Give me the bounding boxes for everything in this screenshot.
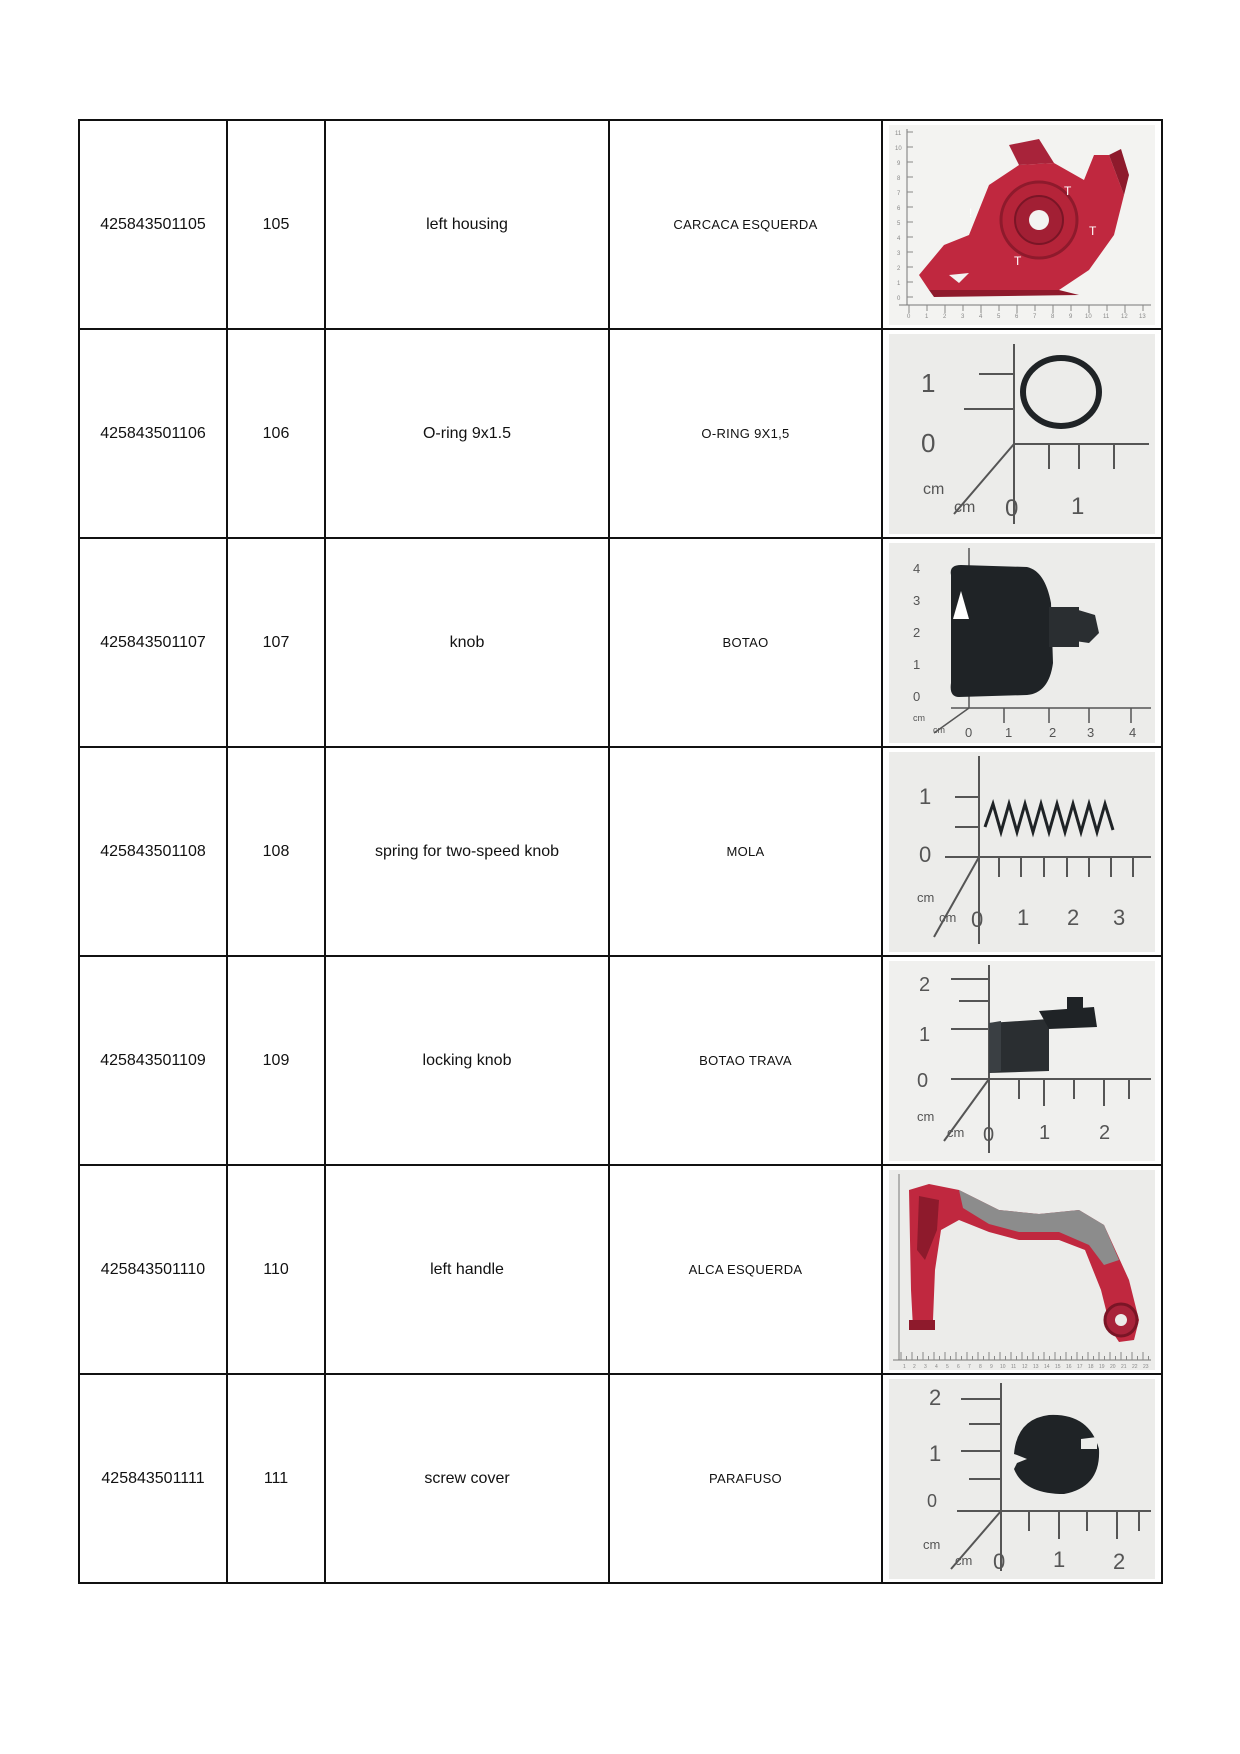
description-en: spring for two-speed knob	[325, 747, 609, 956]
scale-label: 4	[935, 1363, 938, 1370]
scale-label: 0	[971, 906, 984, 932]
scale-label: 11	[1011, 1363, 1017, 1370]
scale-label: 3	[897, 250, 901, 257]
description-pt: CARCACA ESQUERDA	[609, 120, 882, 329]
o-ring-icon	[889, 334, 1155, 534]
scale-unit: cm	[947, 1124, 965, 1140]
scale-label: 12	[1022, 1363, 1028, 1370]
scale-label: 2	[919, 973, 931, 996]
description-en: left housing	[325, 120, 609, 329]
scale-label: 3	[961, 313, 965, 320]
scale-label: 0	[1005, 494, 1019, 522]
description-pt: PARAFUSO	[609, 1374, 882, 1583]
scale-label: 15	[1055, 1363, 1061, 1370]
description-pt: BOTAO TRAVA	[609, 956, 882, 1165]
scale-label: 3	[924, 1363, 927, 1370]
scale-label: 1	[921, 367, 936, 398]
scale-label: 17	[1077, 1363, 1083, 1370]
scale-label: 1	[897, 280, 901, 287]
scale-label: 14	[1044, 1363, 1050, 1370]
description-en: O-ring 9x1.5	[325, 329, 609, 538]
scale-label: 2	[1099, 1121, 1111, 1144]
description-en: knob	[325, 538, 609, 747]
scale-label: 2	[1113, 1548, 1126, 1574]
description-pt: BOTAO	[609, 538, 882, 747]
scale-label: 1	[919, 783, 932, 809]
scale-label: 3	[1087, 724, 1095, 740]
scale-unit: cm	[923, 1536, 941, 1552]
scale-label: 0	[919, 841, 932, 867]
scale-label: 12	[1121, 313, 1128, 320]
part-number: 425843501106	[79, 329, 227, 538]
description-pt: O-RING 9X1,5	[609, 329, 882, 538]
scale-label: 5	[897, 220, 901, 227]
description-en: locking knob	[325, 956, 609, 1165]
scale-label: 2	[913, 624, 921, 640]
table-row	[79, 1165, 1162, 1374]
svg-text:T: T	[1064, 183, 1072, 198]
scale-label: 3	[913, 592, 921, 608]
scale-label: 1	[925, 313, 929, 320]
scale-label: 6	[897, 205, 901, 212]
scale-label: 8	[1051, 313, 1055, 320]
scale-label: 1	[1017, 904, 1030, 930]
scale-label: 3	[1113, 904, 1126, 930]
scale-label: 1	[1053, 1546, 1066, 1572]
scale-label: 9	[990, 1363, 993, 1370]
scale-label: 2	[897, 265, 901, 272]
part-number: 425843501110	[79, 1165, 227, 1374]
scale-label: 22	[1132, 1363, 1138, 1370]
locking-knob-icon	[889, 961, 1155, 1161]
scale-label: 4	[1129, 724, 1137, 740]
scale-unit: cm	[954, 498, 976, 516]
scale-label: 7	[897, 190, 901, 197]
scale-label: 2	[943, 313, 947, 320]
scale-label: 2	[913, 1363, 916, 1370]
scale-label: 0	[897, 295, 901, 302]
scale-label: 20	[1110, 1363, 1116, 1370]
position-number: 110	[227, 1165, 325, 1374]
part-number: 425843501108	[79, 747, 227, 956]
position-number: 109	[227, 956, 325, 1165]
scale-label: 10	[895, 145, 902, 152]
description-en: screw cover	[325, 1374, 609, 1583]
scale-label: 4	[913, 560, 921, 576]
scale-label: 7	[968, 1363, 971, 1370]
scale-unit: cm	[923, 480, 945, 498]
scale-label: 1	[919, 1023, 931, 1046]
scale-label: 0	[917, 1069, 929, 1092]
knob-icon	[889, 543, 1155, 743]
scale-label: 11	[1103, 313, 1110, 320]
scale-label: 8	[979, 1363, 982, 1370]
scale-label: 7	[1033, 313, 1037, 320]
part-number: 425843501111	[79, 1374, 227, 1583]
scale-label: 1	[1071, 492, 1085, 520]
scale-unit: cm	[933, 724, 945, 735]
part-photo-cell	[882, 747, 1162, 956]
position-number: 111	[227, 1374, 325, 1583]
scale-label: 21	[1121, 1363, 1127, 1370]
scale-unit: cm	[913, 712, 925, 723]
part-number: 425843501109	[79, 956, 227, 1165]
red-left-housing-icon	[889, 125, 1155, 325]
svg-text:T: T	[1089, 223, 1097, 238]
scale-label: 2	[1049, 724, 1057, 740]
scale-label: 5	[946, 1363, 949, 1370]
scale-label: 6	[1015, 313, 1019, 320]
description-pt: ALCA ESQUERDA	[609, 1165, 882, 1374]
scale-label: 6	[957, 1363, 960, 1370]
part-photo-cell	[882, 538, 1162, 747]
scale-label: 0	[913, 688, 921, 704]
scale-unit: cm	[955, 1552, 973, 1568]
scale-label: 0	[907, 313, 911, 320]
scale-unit: cm	[917, 889, 935, 905]
scale-unit: cm	[939, 909, 957, 925]
part-number: 425843501105	[79, 120, 227, 329]
scale-label: 13	[1139, 313, 1146, 320]
scale-label: 0	[993, 1548, 1006, 1574]
scale-label: 11	[895, 130, 902, 137]
scale-label: 10	[1000, 1363, 1006, 1370]
scale-label: 1	[913, 656, 921, 672]
spring-icon	[889, 752, 1155, 952]
scale-label: 0	[921, 427, 936, 458]
position-number: 107	[227, 538, 325, 747]
part-number: 425843501107	[79, 538, 227, 747]
scale-label: 0	[927, 1490, 938, 1511]
scale-label: 1	[929, 1440, 942, 1466]
scale-label: 4	[897, 235, 901, 242]
scale-label: 13	[1033, 1363, 1039, 1370]
scale-label: 10	[1085, 313, 1092, 320]
scale-label: 9	[1069, 313, 1073, 320]
part-photo-cell	[882, 1165, 1162, 1374]
part-photo-cell	[882, 120, 1162, 329]
scale-label: 2	[1067, 904, 1080, 930]
position-number: 108	[227, 747, 325, 956]
table-row	[79, 120, 1162, 329]
scale-unit: cm	[917, 1108, 935, 1124]
scale-label: 19	[1099, 1363, 1105, 1370]
left-handle-icon	[889, 1170, 1155, 1370]
svg-text:!: !	[969, 205, 973, 220]
part-photo-cell	[882, 329, 1162, 538]
table-row	[79, 329, 1162, 538]
scale-label: 23	[1143, 1363, 1149, 1370]
parts-table	[78, 119, 1163, 1584]
scale-label: 1	[1039, 1121, 1051, 1144]
scale-label: 18	[1088, 1363, 1094, 1370]
scale-label: 9	[897, 160, 901, 167]
table-row	[79, 956, 1162, 1165]
scale-label: 1	[903, 1363, 906, 1370]
part-photo-cell	[882, 956, 1162, 1165]
scale-label: 0	[965, 724, 973, 740]
scale-label: 16	[1066, 1363, 1072, 1370]
table-row	[79, 747, 1162, 956]
table-row	[79, 1374, 1162, 1583]
position-number: 106	[227, 329, 325, 538]
table-row	[79, 538, 1162, 747]
description-en: left handle	[325, 1165, 609, 1374]
scale-label: 5	[997, 313, 1001, 320]
svg-text:T: T	[1014, 253, 1022, 268]
scale-label: 8	[897, 175, 901, 182]
position-number: 105	[227, 120, 325, 329]
scale-label: 0	[983, 1123, 995, 1146]
scale-label: 4	[979, 313, 983, 320]
description-pt: MOLA	[609, 747, 882, 956]
screw-cover-icon	[889, 1379, 1155, 1579]
scale-label: 1	[1005, 724, 1013, 740]
part-photo-cell	[882, 1374, 1162, 1583]
scale-label: 2	[929, 1384, 942, 1410]
